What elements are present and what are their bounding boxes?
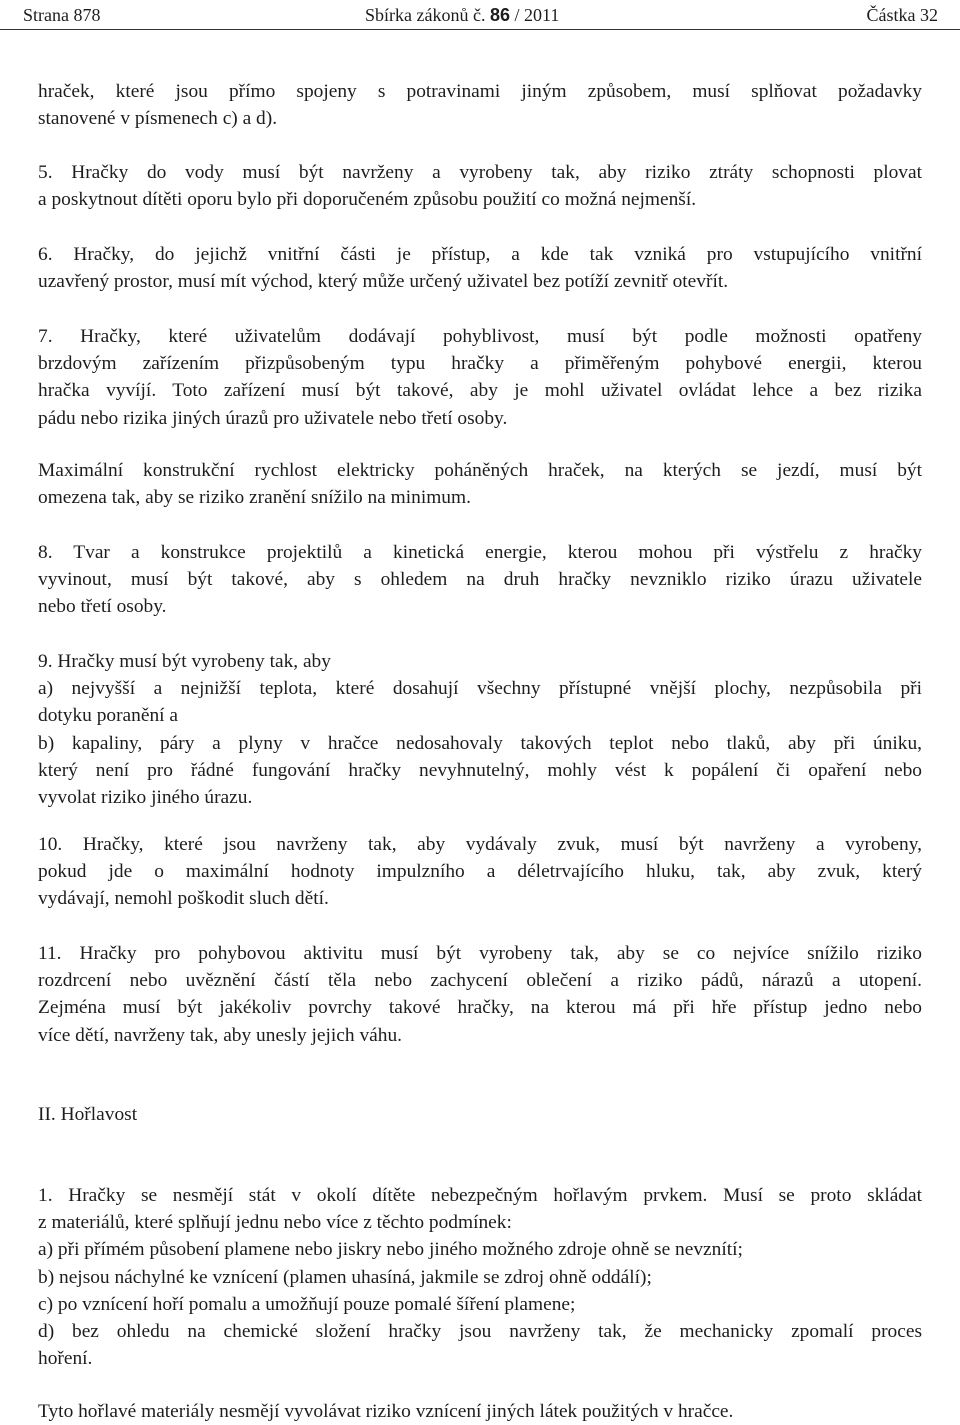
text-line: 7. Hračky, které uživatelům dodávají pohyblivost, musí být podle možnosti opatřeny: [38, 326, 922, 347]
paragraph: [38, 323, 922, 432]
text-line: omezena tak, aby se riziko zranění snížilo na minimum.: [38, 487, 471, 509]
text-line: b) kapaliny, páry a plyny v hračce nedosahovaly takových teplot nebo tlaků, aby při úniku,: [38, 732, 922, 754]
text-line: vyvinout, musí být takové, aby s ohledem na druh hračky nevzniklo riziko úrazu uživatele: [38, 569, 922, 591]
text-line: c) po vznícení hoří pomalu a umožňují pouze pomalé šíření plamene;: [38, 1293, 576, 1315]
page-number: Strana 878: [23, 5, 101, 25]
text-line: který není pro řádné fungování hračky nevyhnutelný, mohly vést k popálení či opaření nebo: [38, 759, 922, 781]
text-line: vyvolat riziko jiného úrazu.: [38, 787, 253, 809]
collection-number: 86: [489, 5, 510, 25]
paragraph: [38, 78, 922, 132]
text-line: stanovené v písmenech c) a d).: [38, 108, 278, 130]
text-line: z materiálů, které splňují jednu nebo více z těchto podmínek:: [38, 1212, 512, 1234]
paragraph: [38, 1182, 922, 1372]
paragraph: [38, 159, 922, 213]
text-line: a) při přímém působení plamene nebo jiskry nebo jiného možného zdroje ohně se nevznítí;: [38, 1239, 743, 1261]
text-line: Zejména musí být jakékoliv povrchy takové hračky, na kterou má při hře přístup jedno nebo: [38, 997, 922, 1019]
text-line: dotyku poranění a: [38, 705, 179, 727]
text-line: rozdrcení nebo uvěznění částí těla nebo zachycení oblečení a riziko pádů, nárazů a utopení.: [38, 970, 922, 992]
text-line: II. Hořlavost: [38, 1104, 138, 1125]
text-line: 5. Hračky do vody musí být navrženy a vyrobeny tak, aby riziko ztráty schopnosti plovat: [38, 162, 922, 183]
text-line: d) bez ohledu na chemické složení hračky jsou navrženy tak, že mechanicky zpomalí proces: [38, 1321, 922, 1343]
text-line: Maximální konstrukční rychlost elektricky poháněných hraček, na kterých se jezdí, musí být: [38, 460, 922, 481]
text-line: 6. Hračky, do jejichž vnitřní části je přístup, a kde tak vzniká pro vstupujícího vnitřní: [38, 244, 922, 265]
text-line: 8. Tvar a konstrukce projektilů a kinetická energie, kterou mohou při výstřelu z hračky: [38, 542, 922, 563]
paragraph: [38, 831, 922, 913]
text-line: a) nejvyšší a nejnižší teplota, které dosahují všechny přístupné vnější plochy, nezpůsobila při: [38, 678, 922, 700]
text-line: brzdovým zařízením přizpůsobeným typu hračky a přiměřeným pohybové energii, kterou: [38, 353, 922, 375]
paragraph: [38, 539, 922, 621]
paragraph: [38, 241, 922, 295]
text-line: více dětí, navrženy tak, aby unesly jejich váhu.: [38, 1024, 402, 1046]
header-rule: [0, 29, 960, 30]
text-line: hračka vyvíjí. Toto zařízení musí být takové, aby je mohl uživatel ovládat lehce a bez rizika: [38, 380, 922, 402]
text-line: vydávají, nemohl poškodit sluch dětí.: [38, 888, 329, 910]
paragraph: [38, 940, 922, 1049]
paragraph: [38, 1398, 922, 1425]
text-line: uzavřený prostor, musí mít východ, který může určený uživatel bez potíží zevnitř otevřít.: [38, 271, 729, 293]
text-line: 10. Hračky, které jsou navrženy tak, aby vydávaly zvuk, musí být navrženy a vyrobeny,: [38, 834, 922, 855]
text-line: a poskytnout dítěti oporu bylo při doporučeném způsobu použití co možná nejmenší.: [38, 189, 697, 211]
collection-title: [365, 4, 559, 26]
text-line: pádu nebo rizika jiných úrazů pro uživatele nebo třetí osoby.: [38, 407, 508, 429]
text-line: Tyto hořlavé materiály nesmějí vyvolávat riziko vznícení jiných látek použitých v hračce.: [38, 1401, 734, 1422]
text-line: nebo třetí osoby.: [38, 596, 167, 618]
page-header: [0, 0, 960, 31]
collection-year: / 2011: [510, 5, 560, 25]
text-line: b) nejsou náchylné ke vznícení (plamen uhasíná, jakmile se zdroj ohně oddálí);: [38, 1266, 652, 1288]
text-line: 11. Hračky pro pohybovou aktivitu musí být vyrobeny tak, aby se co nejvíce snížilo riziko: [38, 943, 922, 964]
text-line: hraček, které jsou přímo spojeny s potravinami jiným způsobem, musí splňovat požadavky: [38, 81, 922, 102]
text-line: pokud jde o maximální hodnoty impulzního a déletrvajícího hluku, tak, aby zvuk, který: [38, 861, 922, 883]
collection-prefix: Sbírka zákonů č.: [365, 5, 486, 25]
text-line: hoření.: [38, 1348, 93, 1370]
text-line: 9. Hračky musí být vyrobeny tak, aby: [38, 651, 331, 672]
paragraph: [38, 648, 922, 811]
part-number: Částka 32: [866, 5, 938, 25]
paragraph: [38, 1101, 922, 1128]
text-line: 1. Hračky se nesmějí stát v okolí dítěte nebezpečným hořlavým prvkem. Musí se proto skládat: [38, 1185, 922, 1206]
paragraph: [38, 457, 922, 511]
